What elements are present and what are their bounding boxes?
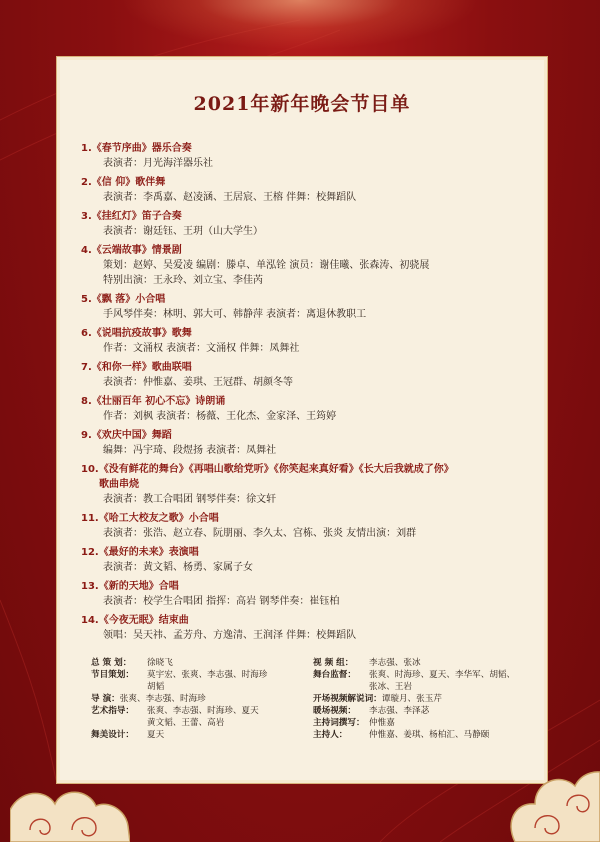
program-item-name: 《说唱抗疫故事》歌舞 <box>91 328 192 339</box>
program-item-name: 《哈工大校友之歌》小合唱 <box>98 513 219 524</box>
program-list <box>81 141 531 647</box>
program-item-title <box>81 579 531 594</box>
program-item-name: 《挂红灯》笛子合奏 <box>91 211 182 222</box>
auspicious-cloud-right-icon <box>505 742 600 842</box>
credit-row <box>313 705 523 717</box>
credit-label: 开场视频解说词： <box>313 694 382 704</box>
program-item-detail: 手风琴伴奏：林明、郭大可、韩静萍 表演者：离退休教职工 <box>103 309 367 320</box>
credit-row <box>313 669 523 693</box>
program-item <box>81 428 531 458</box>
program-item <box>81 613 531 643</box>
program-card <box>56 56 548 784</box>
program-item-name-continued: 歌曲串烧 <box>99 479 139 490</box>
program-item-name: 《今夜无眠》结束曲 <box>98 615 189 626</box>
program-item-number: 4. <box>81 245 92 256</box>
program-item-name: 《飘 落》小合唱 <box>91 294 166 305</box>
credit-row <box>313 657 523 669</box>
credit-row <box>313 729 523 741</box>
program-item <box>81 579 531 609</box>
credit-value <box>369 729 523 741</box>
program-item-title <box>81 511 531 526</box>
program-item-title <box>81 209 531 224</box>
credit-label: 舞台监督： <box>313 670 356 680</box>
sparkle-glow <box>120 0 480 50</box>
credit-value <box>147 657 296 669</box>
credit-label: 总 策 划： <box>91 658 132 668</box>
program-item-number: 11. <box>81 513 99 524</box>
program-item-name: 《春节序曲》器乐合奏 <box>91 143 192 154</box>
auspicious-cloud-left-icon <box>10 770 130 842</box>
program-item <box>81 175 531 205</box>
program-item-number: 6. <box>81 328 92 339</box>
credit-name: 张爽、李志强、时海珍 <box>119 694 206 704</box>
program-item-title <box>81 428 531 443</box>
program-item <box>81 141 531 171</box>
credit-row <box>91 705 296 729</box>
credit-label: 舞美设计： <box>91 730 134 740</box>
credit-value <box>147 705 296 729</box>
credit-name: 张爽、时海珍、夏天、李华军、胡韬、 <box>369 670 516 680</box>
program-item-detail: 作者：文涌权 表演者：文涌权 伴舞：凤舞社 <box>103 343 300 354</box>
credit-row <box>91 657 296 669</box>
program-item <box>81 209 531 239</box>
program-item-number: 1. <box>81 143 92 154</box>
program-item-detail: 领唱：吴天祎、孟芳舟、方逸清、王润泽 伴舞：校舞蹈队 <box>103 630 357 641</box>
program-item <box>81 394 531 424</box>
credit-name: 张冰、王岩 <box>369 682 412 692</box>
credit-label: 主持词撰写： <box>313 718 365 728</box>
program-item-detail: 表演者：月光海洋器乐社 <box>103 158 213 169</box>
credit-label: 节目策划： <box>91 670 134 680</box>
program-item-number: 9. <box>81 430 92 441</box>
program-item-title <box>81 462 531 492</box>
program-item-title <box>81 613 531 628</box>
credit-value <box>147 669 296 693</box>
credit-name: 仲惟嘉、姜琪、杨柏汇、马静颐 <box>369 730 490 740</box>
credit-value <box>369 657 523 669</box>
credit-name: 李志强、李泽苾 <box>369 706 430 716</box>
credit-row <box>91 693 296 705</box>
program-item-number: 14. <box>81 615 99 626</box>
program-item-number: 3. <box>81 211 92 222</box>
credit-value <box>120 693 296 705</box>
credit-label: 导 演： <box>91 694 120 704</box>
credit-label: 暖场视频： <box>313 706 356 716</box>
credit-name: 徐晓飞 <box>147 658 173 668</box>
program-item-name: 《信 仰》歌伴舞 <box>91 177 166 188</box>
credit-label: 主持人： <box>313 730 348 740</box>
program-item-title <box>81 360 531 375</box>
credit-row <box>313 693 523 705</box>
credit-value <box>369 669 523 693</box>
credit-value <box>147 729 296 741</box>
credit-value <box>369 705 523 717</box>
credit-name: 黄文韬、王蕾、高岩 <box>147 718 225 728</box>
program-item <box>81 326 531 356</box>
program-item-number: 12. <box>81 547 99 558</box>
program-item-title <box>81 175 531 190</box>
program-item-name: 《新的天地》合唱 <box>98 581 179 592</box>
program-item-title <box>81 326 531 341</box>
program-item-detail: 特别出演：王永玲、刘立宝、李佳芮 <box>103 275 263 286</box>
program-item-number: 13. <box>81 581 99 592</box>
page-title: 2021年新年晚会节目单 <box>193 93 411 115</box>
program-item-name: 《没有鲜花的舞台》《再唱山歌给党听》《你笑起来真好看》《长大后我就成了你》 <box>98 464 454 475</box>
program-item-detail: 编舞：冯宇琦、段煜扬 表演者：凤舞社 <box>103 445 277 456</box>
program-item-detail: 表演者：黄文韬、杨勇、家属子女 <box>103 562 253 573</box>
program-item-name: 《最好的未来》表演唱 <box>98 547 199 558</box>
program-item-detail: 表演者：李禹嘉、赵凌涵、王居宸、王榕 伴舞：校舞蹈队 <box>103 192 357 203</box>
credit-name: 谭璇月、张玉芹 <box>381 694 442 704</box>
program-item <box>81 360 531 390</box>
program-item-name: 《壮丽百年 初心不忘》诗朗诵 <box>91 396 226 407</box>
credit-name: 张爽、李志强、时海珍、夏天 <box>147 706 259 716</box>
program-item <box>81 545 531 575</box>
program-item-detail: 表演者：教工合唱团 钢琴伴奏：徐文轩 <box>103 494 277 505</box>
program-item <box>81 511 531 541</box>
program-item-detail: 作者：刘枫 表演者：杨薇、王化杰、金家泽、王筠婷 <box>103 411 337 422</box>
credit-row <box>91 669 296 693</box>
program-item <box>81 462 531 507</box>
program-item-detail: 表演者：校学生合唱团 指挥：高岩 钢琴伴奏：崔钰柏 <box>103 596 340 607</box>
credit-value <box>382 693 523 705</box>
credit-value <box>369 717 523 729</box>
credit-name: 仲惟嘉 <box>369 718 395 728</box>
program-item-number: 10. <box>81 464 99 475</box>
program-item-title <box>81 292 531 307</box>
credit-name: 胡韬 <box>147 682 165 692</box>
program-item-number: 2. <box>81 177 92 188</box>
program-item-name: 《欢庆中国》舞蹈 <box>91 430 172 441</box>
program-item-detail: 表演者：仲惟嘉、姜琪、王冠群、胡颜冬等 <box>103 377 293 388</box>
program-item-title <box>81 141 531 156</box>
credits-left-column <box>91 657 296 741</box>
credit-name: 夏天 <box>147 730 165 740</box>
program-item-detail: 策划：赵婷、吴爱凌 编剧：滕卓、单泓铨 演员：谢佳曦、张森涛、初骁展 <box>103 260 430 271</box>
credit-name: 李志强、张冰 <box>369 658 421 668</box>
program-item-number: 5. <box>81 294 92 305</box>
program-item-name: 《云端故事》情景剧 <box>91 245 182 256</box>
program-item-title <box>81 394 531 409</box>
program-item <box>81 243 531 288</box>
program-item-title <box>81 243 531 258</box>
program-item-number: 8. <box>81 396 92 407</box>
credit-row <box>313 717 523 729</box>
program-item-title <box>81 545 531 560</box>
credit-name: 莫宇宏、张爽、李志强、时海珍 <box>147 670 268 680</box>
program-item-detail: 表演者：谢廷钰、王玥（山大学生） <box>103 226 263 237</box>
program-item-name: 《和你一样》歌曲联唱 <box>91 362 192 373</box>
credit-row <box>91 729 296 741</box>
program-item <box>81 292 531 322</box>
program-item-detail: 表演者：张浩、赵立春、阮朋丽、李久太、宫栋、张炎 友情出演：刘群 <box>103 528 417 539</box>
credit-label: 艺术指导： <box>91 706 134 716</box>
credit-label: 视 频 组： <box>313 658 354 668</box>
program-item-number: 7. <box>81 362 92 373</box>
credits-right-column <box>313 657 523 741</box>
